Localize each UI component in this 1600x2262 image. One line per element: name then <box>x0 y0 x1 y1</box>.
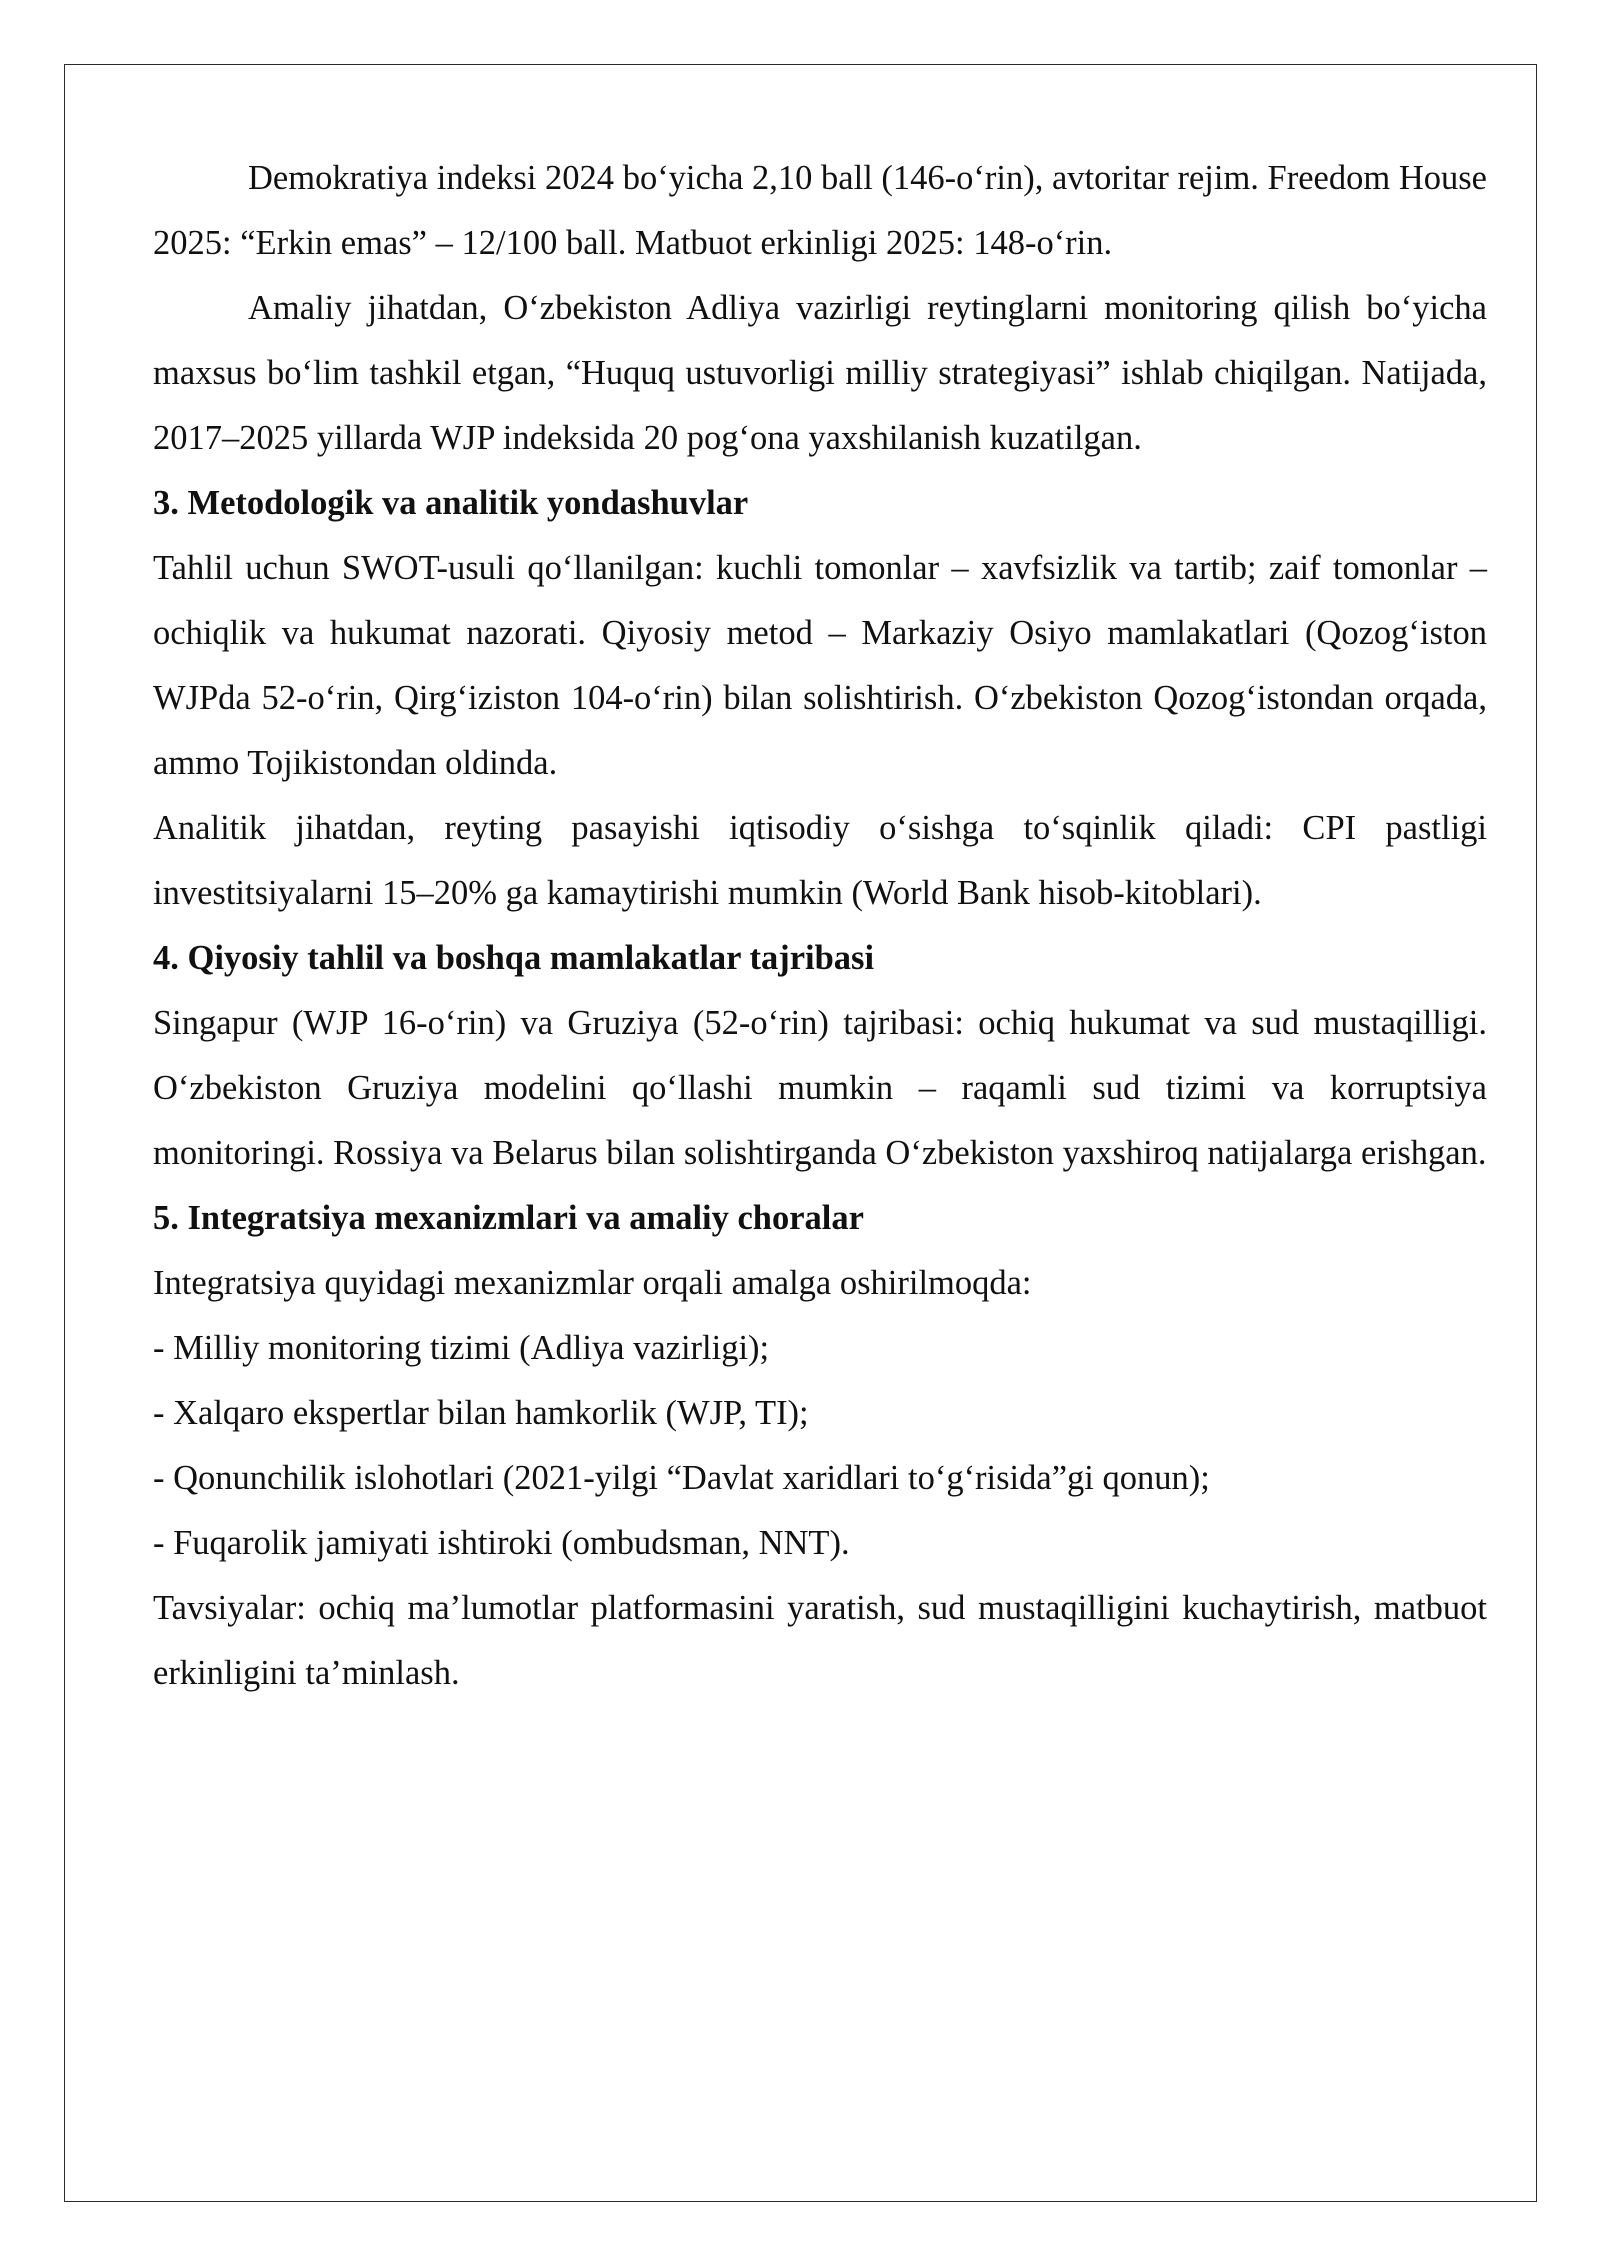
section-3-heading: 3. Metodologik va analitik yondashuvlar <box>153 484 749 522</box>
section-3-paragraph-2: Analitik jihatdan, reyting pasayishi iqtisodiy o‘sishga to‘sqinlik qiladi: CPI pastligi investitsiyalarni 15–20% ga kamaytirishi mumkin (World Bank hisob-kitoblari). <box>153 809 1487 912</box>
list-item: - Fuqarolik jamiyati ishtiroki (ombudsman, NNT). <box>153 1524 850 1562</box>
section-5-intro: Integratsiya quyidagi mexanizmlar orqali amalga oshirilmoqda: <box>153 1264 1032 1302</box>
section-4-paragraph-1: Singapur (WJP 16-o‘rin) va Gruziya (52-o‘rin) tajribasi: ochiq hukumat va sud mustaqilligi. O‘zbekiston Gruziya modelini qo‘llashi mumkin – raqamli sud tizimi va korruptsiya monitoringi. Rossiya va Belarus bilan solishtirganda O‘zbekiston yaxshiroq natijalarga erishgan. <box>153 1004 1487 1172</box>
intro-paragraph-2: Amaliy jihatdan, O‘zbekiston Adliya vazirligi reytinglarni monitoring qilish bo‘yicha maxsus bo‘lim tashkil etgan, “Huquq ustuvorligi milliy strategiyasi” ishlab chiqilgan. Natijada, 2017–2025 yillarda WJP indeksida 20 pog‘ona yaxshilanish kuzatilgan. <box>153 289 1487 457</box>
list-item: - Milliy monitoring tizimi (Adliya vazirligi); <box>153 1329 770 1367</box>
intro-paragraph-1: Demokratiya indeksi 2024 bo‘yicha 2,10 ball (146-o‘rin), avtoritar rejim. Freedom House 2025: “Erkin emas” – 12/100 ball. Matbuot erkinligi 2025: 148-o‘rin. <box>153 159 1487 262</box>
section-3-paragraph-1: Tahlil uchun SWOT-usuli qo‘llanilgan: kuchli tomonlar – xavfsizlik va tartib; zaif tomonlar – ochiqlik va hukumat nazorati. Qiyosiy metod – Markaziy Osiyo mamlakatlari (Qozog‘iston WJPda 52-o‘rin, Qirg‘iziston 104-o‘rin) bilan solishtirish. O‘zbekiston Qozog‘istondan orqada, ammo Tojikistondan oldinda. <box>153 549 1487 782</box>
section-5-recommendations: Tavsiyalar: ochiq ma’lumotlar platformasini yaratish, sud mustaqilligini kuchaytirish, matbuot erkinligini ta’minlash. <box>153 1589 1487 1692</box>
list-item: - Xalqaro ekspertlar bilan hamkorlik (WJP, TI); <box>153 1394 809 1432</box>
section-4-heading: 4. Qiyosiy tahlil va boshqa mamlakatlar tajribasi <box>153 939 875 977</box>
section-5-heading: 5. Integratsiya mexanizmlari va amaliy choralar <box>153 1199 864 1237</box>
document-body <box>153 146 1487 1706</box>
list-item: - Qonunchilik islohotlari (2021-yilgi “Davlat xaridlari to‘g‘risida”gi qonun); <box>153 1459 1210 1497</box>
